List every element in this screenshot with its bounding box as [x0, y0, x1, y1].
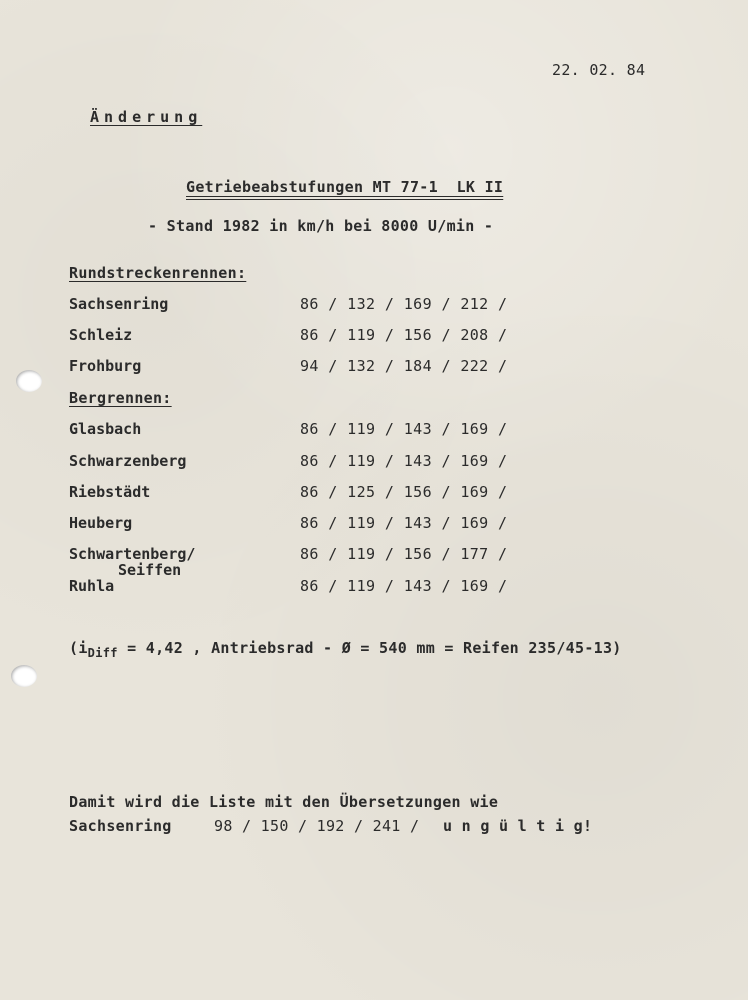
row-name-schleiz: Schleiz: [69, 326, 133, 344]
row-name-schwarzenberg: Schwarzenberg: [69, 452, 187, 470]
punch-hole-bottom: [11, 665, 37, 687]
footer-line1: Damit wird die Liste mit den Übersetzungen wie: [69, 793, 499, 811]
document-date: 22. 02. 84: [552, 61, 646, 79]
row-values-heuberg: 86 / 119 / 143 / 169 /: [300, 514, 508, 532]
row-values-frohburg: 94 / 132 / 184 / 222 /: [300, 357, 508, 375]
formula-line: [69, 639, 622, 660]
document-title: Getriebeabstufungen MT 77-1 LK II: [186, 178, 504, 196]
row-name-seiffen: Seiffen: [118, 561, 182, 579]
row-values-schleiz: 86 / 119 / 156 / 208 /: [300, 326, 508, 344]
row-values-schwarzenberg: 86 / 119 / 143 / 169 /: [300, 452, 508, 470]
section-label-bergrennen: Bergrennen:: [69, 389, 172, 407]
formula-rest: = 4,42 , Antriebsrad - Ø = 540 mm = Reifen 235/45-13): [117, 639, 622, 657]
document-subtitle: - Stand 1982 in km/h bei 8000 U/min -: [148, 217, 494, 235]
formula-sub-diff: Diff: [87, 646, 118, 660]
row-values-ruhla: 86 / 119 / 143 / 169 /: [300, 577, 508, 595]
footer-line2-name: Sachsenring: [69, 817, 172, 835]
row-name-riebstaedt: Riebstädt: [69, 483, 151, 501]
row-name-frohburg: Frohburg: [69, 357, 142, 375]
row-name-sachsenring: Sachsenring: [69, 295, 169, 313]
row-values-glasbach: 86 / 119 / 143 / 169 /: [300, 420, 508, 438]
footer-line2-end: u n g ü l t i g!: [443, 817, 593, 835]
row-name-schwartenberg: Schwartenberg/: [69, 545, 196, 563]
row-name-heuberg: Heuberg: [69, 514, 133, 532]
row-name-glasbach: Glasbach: [69, 420, 142, 438]
section-label-rundstrecke: Rundstreckenrennen:: [69, 264, 247, 282]
row-values-riebstaedt: 86 / 125 / 156 / 169 /: [300, 483, 508, 501]
heading-aenderung: Änderung: [90, 108, 203, 126]
row-name-ruhla: Ruhla: [69, 577, 115, 595]
row-values-schwartenberg: 86 / 119 / 156 / 177 /: [300, 545, 508, 563]
footer-line2-values: 98 / 150 / 192 / 241 /: [214, 817, 420, 835]
row-values-sachsenring: 86 / 132 / 169 / 212 /: [300, 295, 508, 313]
formula-open: (i: [69, 639, 88, 657]
punch-hole-top: [16, 370, 42, 392]
